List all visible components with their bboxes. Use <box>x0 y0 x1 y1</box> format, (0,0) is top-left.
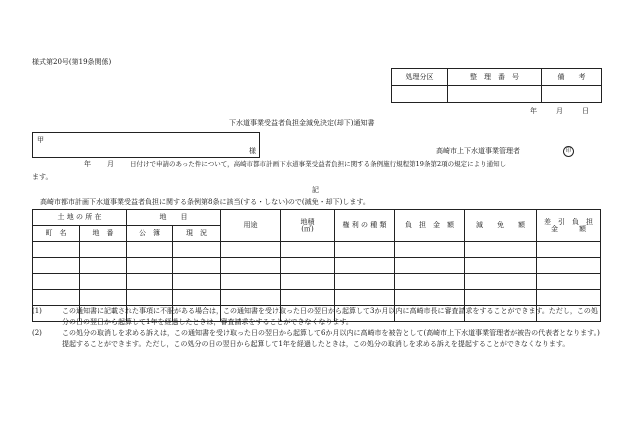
official-seal: 印 <box>563 146 574 157</box>
amount-header: 負 担 金 額 <box>395 210 465 242</box>
note-number: (1) <box>32 307 42 315</box>
table-cell[interactable] <box>395 290 465 306</box>
official-header: 公 簿 <box>127 226 173 242</box>
date-year: 年 <box>530 107 537 115</box>
area-header <box>281 210 335 242</box>
processing-table <box>391 68 602 103</box>
body-continuation: ます。 <box>32 173 53 181</box>
table-cell[interactable] <box>221 242 281 258</box>
town-header: 町 名 <box>33 226 80 242</box>
chimoku-header: 地 目 <box>127 210 221 226</box>
table-cell[interactable] <box>33 290 80 306</box>
body-text: 日付けで申請のあった件について，高崎市都市計画下水道事業受益者負担に関する条例施行規程第19条第2項の規定により通知し <box>130 160 507 168</box>
table-cell[interactable] <box>221 274 281 290</box>
area-unit: (㎡) <box>301 224 314 233</box>
lot-header: 地 番 <box>80 226 127 242</box>
actual-header: 現 況 <box>173 226 221 242</box>
table-cell[interactable] <box>127 274 173 290</box>
reference-number-cell[interactable] <box>448 86 542 103</box>
table-cell[interactable] <box>335 242 395 258</box>
net-amount-line2: 金 額 <box>551 224 586 233</box>
table-cell[interactable] <box>173 274 221 290</box>
reference-number-header: 整 理 番 号 <box>448 69 542 86</box>
table-cell[interactable] <box>537 242 601 258</box>
table-cell[interactable] <box>395 242 465 258</box>
net-amount-header <box>537 210 601 242</box>
note-text: この通知書に記載された事項に不服がある場合は，この通知書を受け取った日の翌日から起算して3か月以内に高崎市長に審査請求をすることができます。ただし，この処分の日の翌日から起算して1年を経過したときは，審査請求をすることができなくなります。 <box>62 307 598 326</box>
processing-category-header: 処理分区 <box>392 69 448 86</box>
table-cell[interactable] <box>33 258 80 274</box>
notes-section <box>32 306 600 350</box>
table-cell[interactable] <box>335 258 395 274</box>
table-cell[interactable] <box>127 290 173 306</box>
statement: 高崎市都市計画下水道事業受益者負担に関する条例第8条に該当(する・しない)ので(減免・却下)します。 <box>40 198 370 206</box>
recipient-suffix: 様 <box>249 147 256 155</box>
note-number: (2) <box>32 329 42 337</box>
table-cell[interactable] <box>537 274 601 290</box>
table-cell[interactable] <box>80 242 127 258</box>
table-cell[interactable] <box>281 290 335 306</box>
issuer-name: 高崎市上下水道事業管理者 <box>436 147 520 155</box>
ki-marker: 記 <box>312 186 319 194</box>
table-cell[interactable] <box>80 274 127 290</box>
table-cell[interactable] <box>465 274 537 290</box>
form-number: 様式第20号(第19条関係) <box>32 58 112 66</box>
table-cell[interactable] <box>335 290 395 306</box>
table-cell[interactable] <box>80 258 127 274</box>
remarks-cell[interactable] <box>542 86 602 103</box>
net-amount-line1: 差 引 負 担 <box>544 217 593 226</box>
table-cell[interactable] <box>465 290 537 306</box>
table-row <box>33 290 601 306</box>
youto-header: 用途 <box>221 210 281 242</box>
table-cell[interactable] <box>173 290 221 306</box>
area-label: 地積 <box>300 217 315 226</box>
table-cell[interactable] <box>127 242 173 258</box>
table-cell[interactable] <box>335 274 395 290</box>
date-month: 月 <box>556 107 563 115</box>
table-cell[interactable] <box>173 242 221 258</box>
exemption-header: 減 免 額 <box>465 210 537 242</box>
table-cell[interactable] <box>281 274 335 290</box>
document-title: 下水道事業受益者負担金減免決定(却下)通知書 <box>229 119 375 127</box>
table-cell[interactable] <box>281 242 335 258</box>
recipient-prefix: 甲 <box>37 136 44 144</box>
remarks-header: 備 考 <box>542 69 602 86</box>
table-row <box>33 274 601 290</box>
table-cell[interactable] <box>221 290 281 306</box>
table-cell[interactable] <box>33 242 80 258</box>
body-year: 年 <box>84 160 91 168</box>
table-cell[interactable] <box>281 258 335 274</box>
table-cell[interactable] <box>173 258 221 274</box>
note-item <box>32 328 600 350</box>
table-cell[interactable] <box>465 258 537 274</box>
table-cell[interactable] <box>537 258 601 274</box>
location-header: 土 地 の 所 在 <box>33 210 127 226</box>
recipient-box[interactable] <box>32 132 260 158</box>
table-cell[interactable] <box>33 274 80 290</box>
table-cell[interactable] <box>80 290 127 306</box>
table-row <box>33 258 601 274</box>
table-cell[interactable] <box>395 274 465 290</box>
table-cell[interactable] <box>537 290 601 306</box>
body-month: 月 <box>107 160 114 168</box>
note-item <box>32 306 600 328</box>
note-text: この処分の取消しを求める訴えは，この通知書を受け取った日の翌日から起算して6か月以内に高崎市を被告として(高崎市上下水道事業管理者が被告の代表者となります。)提起することができます。ただし，この処分の日の翌日から起算して1年を経過したときは，この処分の取消しを求める訴えを提起することができなくなります。 <box>62 329 600 348</box>
table-cell[interactable] <box>221 258 281 274</box>
table-cell[interactable] <box>127 258 173 274</box>
table-row <box>33 242 601 258</box>
table-cell[interactable] <box>395 258 465 274</box>
processing-category-cell[interactable] <box>392 86 448 103</box>
table-cell[interactable] <box>465 242 537 258</box>
date-day: 日 <box>582 107 589 115</box>
rights-header: 権 利 の 種 類 <box>335 210 395 242</box>
